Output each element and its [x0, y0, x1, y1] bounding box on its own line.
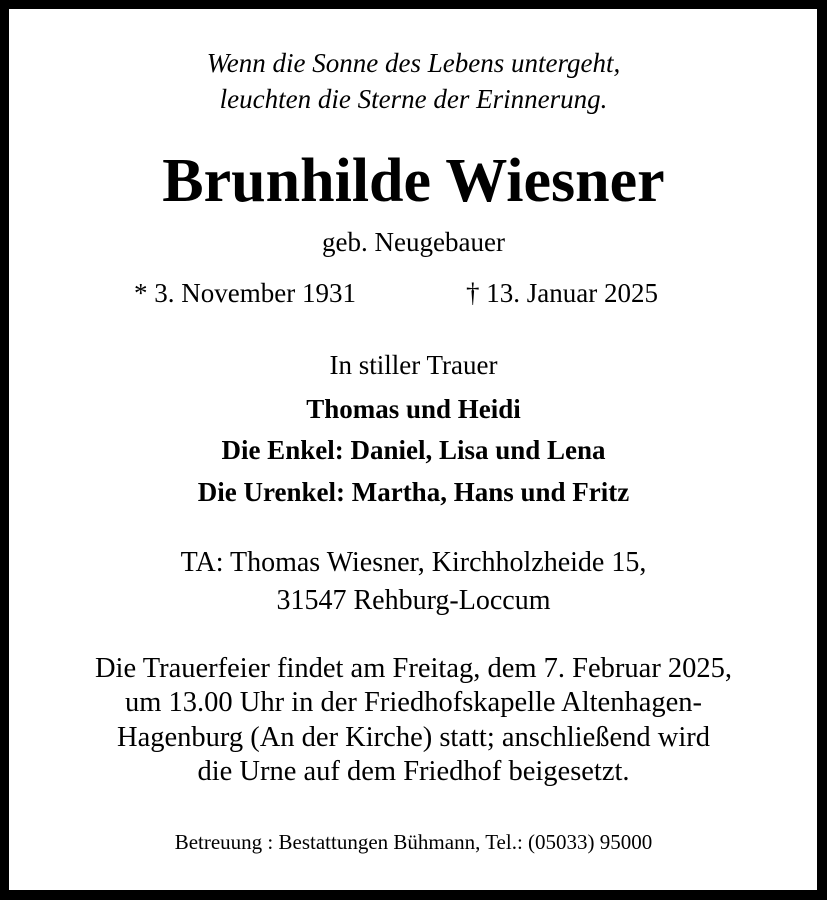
ceremony-line: Hagenburg (An der Kirche) statt; anschließend wird	[116, 722, 711, 753]
death-date: † 13. Januar 2025	[466, 278, 658, 308]
mourner-line: Die Urenkel: Martha, Hans und Fritz	[197, 477, 630, 507]
ceremony-line: die Urne auf dem Friedhof beigesetzt.	[197, 756, 630, 787]
mourning-intro: In stiller Trauer	[329, 350, 498, 380]
mourner-line: Thomas und Heidi	[306, 394, 521, 424]
ceremony-line: um 13.00 Uhr in der Friedhofskapelle Altenhagen-	[125, 687, 702, 718]
address-line-1: TA: Thomas Wiesner, Kirchholzheide 15,	[180, 547, 647, 578]
address-line-2: 31547 Rehburg-Loccum	[276, 585, 551, 616]
birth-date: * 3. November 1931	[134, 278, 356, 308]
funeral-home-info: Betreuung : Bestattungen Bühmann, Tel.: (05033) 95000	[174, 830, 653, 854]
deceased-name: Brunhilde Wiesner	[162, 147, 665, 215]
motto-line-1: Wenn die Sonne des Lebens untergeht,	[206, 48, 621, 78]
mourner-line: Die Enkel: Daniel, Lisa und Lena	[221, 435, 606, 465]
ceremony-line: Die Trauerfeier findet am Freitag, dem 7. Februar 2025,	[94, 653, 733, 684]
birth-name: geb. Neugebauer	[322, 227, 505, 257]
motto-line-2: leuchten die Sterne der Erinnerung.	[219, 84, 608, 114]
